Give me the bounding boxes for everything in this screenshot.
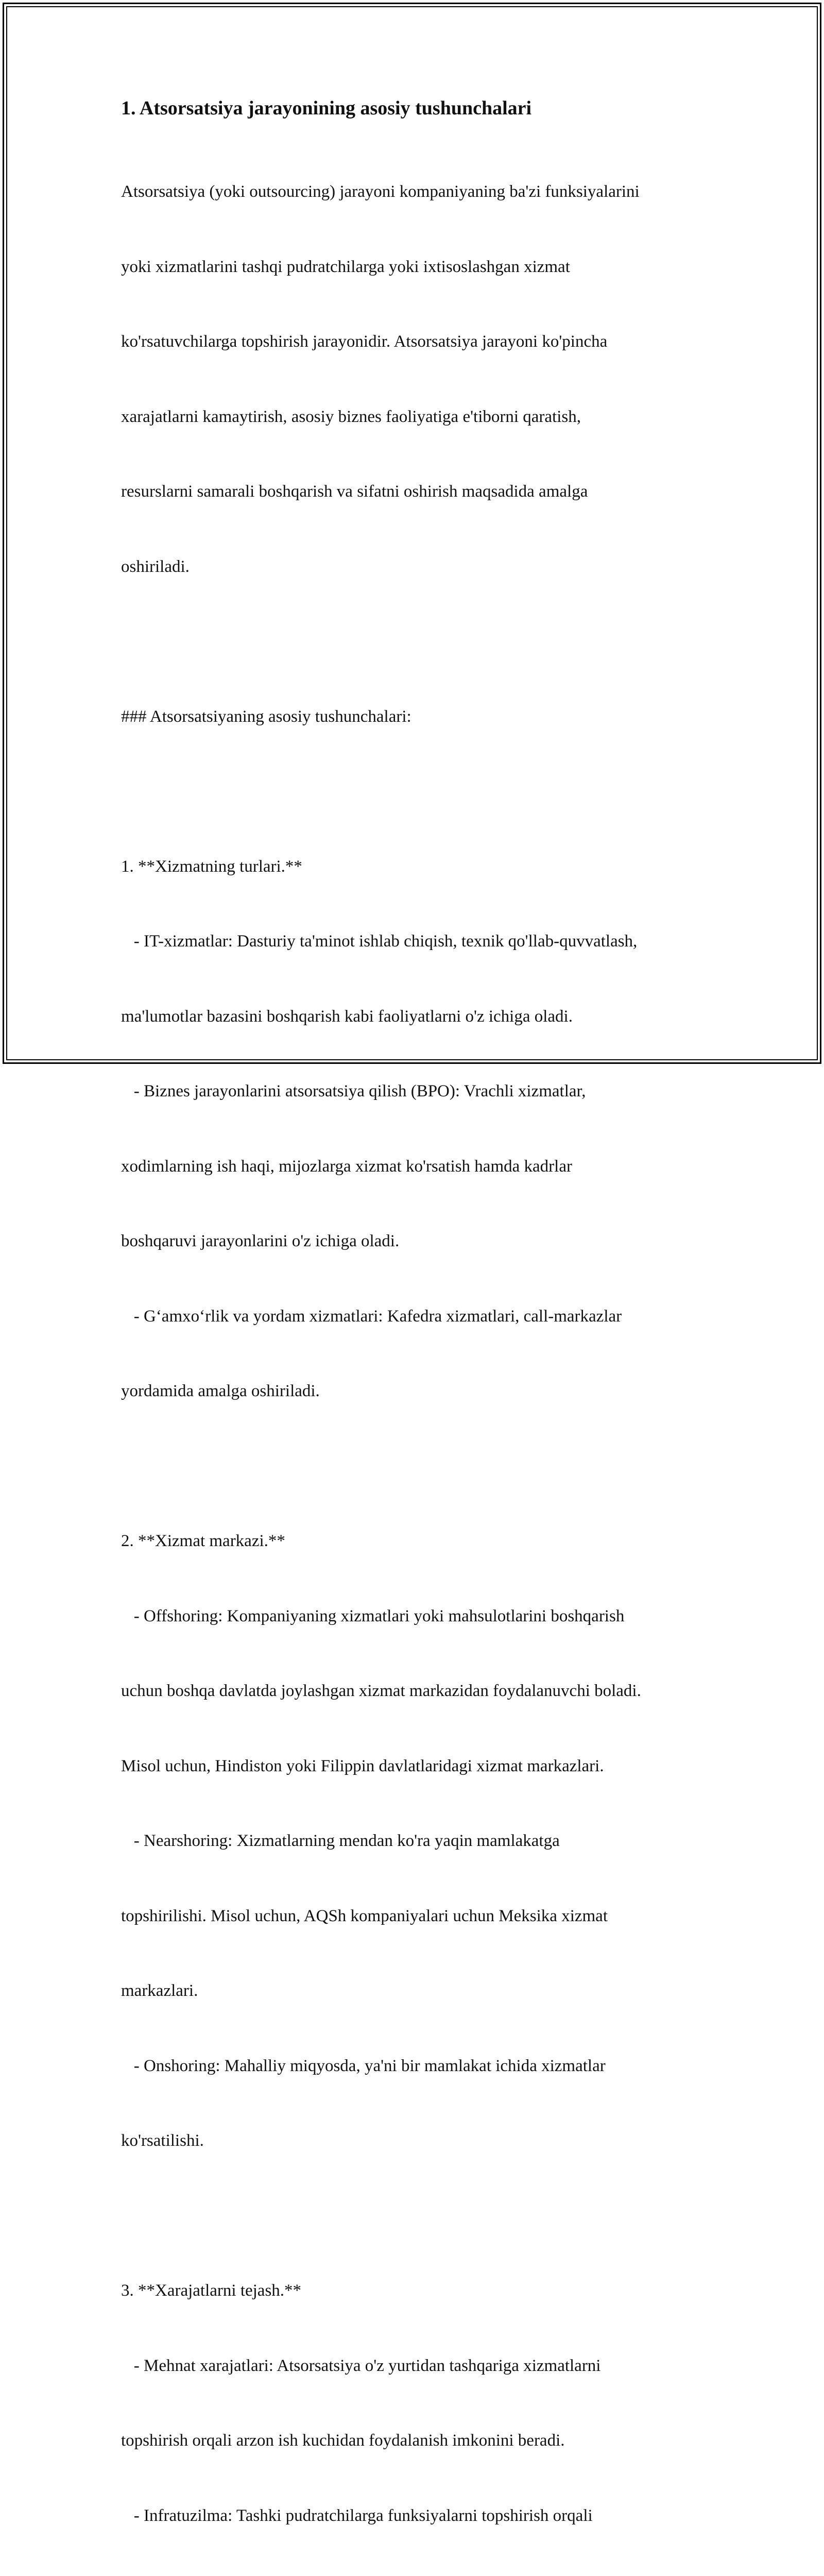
intro-line: xarajatlarni kamaytirish, asosiy biznes faoliyatiga e'tiborni qaratish, (121, 407, 581, 426)
section-line: - Mehnat xarajatlari: Atsorsatsiya o'z yurtidan tashqariga xizmatlarni (121, 2356, 601, 2375)
subheading (121, 654, 713, 779)
intro-line: yoki xizmatlarini tashqi pudratchilarga yoki ixtisoslashgan xizmat (121, 257, 570, 276)
section-line: - IT-xizmatlar: Dasturiy ta'minot ishlab chiqish, texnik qo'llab-quvvatlash, (121, 932, 638, 951)
section-line: markazlari. (121, 1981, 198, 2000)
section-heading: 3. **Xarajatlarni tejash.** (121, 2281, 302, 2300)
section-2 (121, 1479, 713, 2204)
section-line: topshirilishi. Misol uchun, AQSh kompaniyalari uchun Meksika xizmat (121, 1906, 608, 1925)
section-line: Misol uchun, Hindiston yoki Filippin davlatlaridagi xizmat markazlari. (121, 1756, 604, 1775)
section-line: - G‘amxo‘rlik va yordam xizmatlari: Kafedra xizmatlari, call-markazlar (121, 1307, 622, 1326)
section-line: - Biznes jarayonlarini atsorsatsiya qilish (BPO): Vrachli xizmatlar, (121, 1082, 586, 1100)
section-heading: 2. **Xizmat markazi.** (121, 1532, 285, 1550)
section-line: ko'rsatilishi. (121, 2131, 204, 2150)
section-line: xodimlarning ish haqi, mijozlarga xizmat ko'rsatish hamda kadrlar (121, 1157, 572, 1176)
intro-line: oshiriladi. (121, 557, 190, 576)
subheading-text: ### Atsorsatsiyaning asosiy tushunchalari: (121, 707, 411, 726)
section-line: - Nearshoring: Xizmatlarning mendan ko'ra yaqin mamlakatga (121, 1832, 560, 1850)
section-line: - Offshoring: Kompaniyaning xizmatlari yoki mahsulotlarini boshqarish (121, 1606, 625, 1625)
intro-paragraph (121, 129, 713, 629)
section-heading: 1. **Xizmatning turlari.** (121, 857, 302, 876)
section-1 (121, 804, 713, 1454)
document-body (121, 96, 713, 2576)
section-line: uchun boshqa davlatda joylashgan xizmat markazidan foydalanuvchi boladi. (121, 1682, 641, 1700)
section-line: yordamida amalga oshiriladi. (121, 1382, 320, 1400)
section-line: - Onshoring: Mahalliy miqyosda, ya'ni bir mamlakat ichida xizmatlar (121, 2056, 606, 2075)
section-3 (121, 2228, 713, 2576)
intro-line: resurslarni samarali boshqarish va sifatni oshirish maqsadida amalga (121, 482, 588, 501)
document-title: 1. Atsorsatsiya jarayonining asosiy tushunchalari (121, 97, 532, 119)
intro-line: ko'rsatuvchilarga topshirish jarayonidir. Atsorsatsiya jarayoni ko'pincha (121, 332, 608, 351)
intro-line: Atsorsatsiya (yoki outsourcing) jarayoni kompaniyaning ba'zi funksiyalarini (121, 182, 640, 201)
section-line: topshirish orqali arzon ish kuchidan foydalanish imkonini beradi. (121, 2431, 565, 2450)
section-line: boshqaruvi jarayonlarini o'z ichiga oladi. (121, 1232, 400, 1250)
section-line: - Infratuzilma: Tashki pudratchilarga funksiyalarni topshirish orqali (121, 2506, 593, 2525)
section-line: ma'lumotlar bazasini boshqarish kabi faoliyatlarni o'z ichiga oladi. (121, 1007, 573, 1026)
